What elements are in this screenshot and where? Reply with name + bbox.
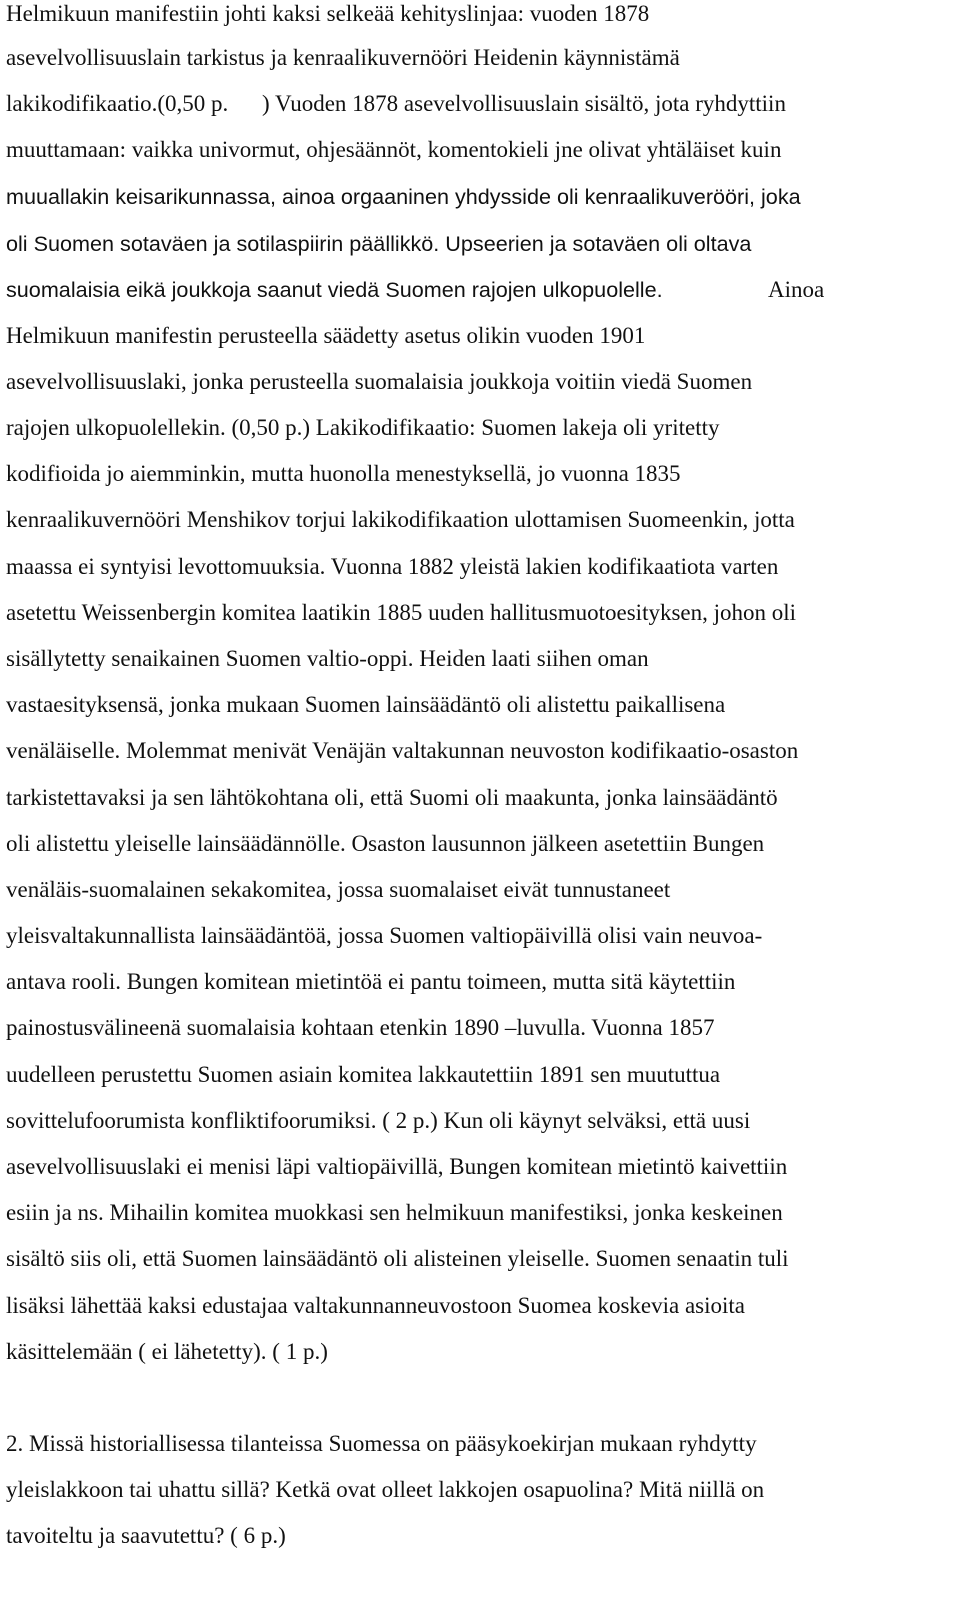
text-line: Helmikuun manifestiin johti kaksi selkeää kehityslinjaa: vuoden 1878 xyxy=(6,1,650,26)
text-line: rajojen ulkopuolellekin. (0,50 p.) Lakikodifikaatio: Suomen lakeja oli yritetty xyxy=(6,415,720,440)
text-line: asetettu Weissenbergin komitea laatikin 1885 uuden hallitusmuotoesityksen, johon oli xyxy=(6,600,797,625)
text-line: Ainoa xyxy=(768,277,825,302)
question-line: tavoiteltu ja saavutettu? ( 6 p.) xyxy=(6,1523,286,1548)
text-line: muuallakin keisarikunnassa, ainoa orgaaninen yhdysside oli kenraalikuveröö​ri, joka xyxy=(6,184,801,209)
text-line: käsittelemään ( ei lähetetty). ( 1 p.) xyxy=(6,1339,328,1364)
question-line: 2. Missä historiallisessa tilanteissa Suomessa on pääsykoekirjan mukaan ryhdytty xyxy=(6,1431,757,1456)
text-line: vastaesityksensä, jonka mukaan Suomen lainsäädäntö oli alistettu paikallisena xyxy=(6,692,726,717)
text-line: lakikodifikaatio.(0,50 p. xyxy=(6,91,229,116)
text-line: maassa ei syntyisi levottomuuksia. Vuonna 1882 yleistä lakien kodifikaatiota varten xyxy=(6,554,779,579)
text-line: muuttamaan: vaikka univormut, ohjesäännöt, komentokieli jne olivat yhtäläiset kuin xyxy=(6,137,782,162)
text-line: kodifioida jo aiemminkin, mutta huonolla menestyksellä, jo vuonna 1835 xyxy=(6,461,681,486)
text-line: esiin ja ns. Mihailin komitea muokkasi sen helmikuun manifestiksi, jonka keskeinen xyxy=(6,1200,783,1225)
text-line: sovittelufoorumista konfliktifoorumiksi. ( 2 p.) Kun oli käynyt selväksi, että uusi xyxy=(6,1108,751,1133)
text-line: painostusvälineenä suomalaisia kohtaan etenkin 1890 –luvulla. Vuonna 1857 xyxy=(6,1015,715,1040)
text-line: antava rooli. Bungen komitean mietintöä ei pantu toimeen, mutta sitä käytettiin xyxy=(6,969,736,994)
text-line: venäläiselle. Molemmat menivät Venäjän valtakunnan neuvoston kodifikaatio-osaston xyxy=(6,738,799,763)
text-line: tarkistettavaksi ja sen lähtökohtana oli, että Suomi oli maakunta, jonka lainsäädäntö xyxy=(6,785,778,810)
text-line: asevelvollisuuslaki ei menisi läpi valtiopäivillä, Bungen komitean mietintö kaivettiin xyxy=(6,1154,788,1179)
text-line: lisäksi lähettää kaksi edustajaa valtakunnanneuvostoon Suomea koskevia asioita xyxy=(6,1293,745,1318)
text-line: ) Vuoden 1878 asevelvollisuuslain sisältö, jota ryhdyttiin xyxy=(262,91,786,116)
text-line: uudelleen perustettu Suomen asiain komitea lakkautettiin 1891 sen muututtua xyxy=(6,1062,721,1087)
text-line: sisällytetty senaikainen Suomen valtio-oppi. Heiden laati siihen oman xyxy=(6,646,649,671)
text-line: suomalaisia eikä joukkoja saanut viedä Suomen rajojen ulkopuolelle. xyxy=(6,277,663,302)
text-line: sisältö siis oli, että Suomen lainsäädäntö oli alisteinen yleiselle. Suomen senaatin tuli xyxy=(6,1246,789,1271)
text-line: asevelvollisuuslain tarkistus ja kenraalikuvernööri Heidenin käynnistämä xyxy=(6,45,680,70)
text-line: oli alistettu yleiselle lainsäädännölle. Osaston lausunnon jälkeen asetettiin Bungen xyxy=(6,831,765,856)
text-line: Helmikuun manifestin perusteella säädetty asetus olikin vuoden 1901 xyxy=(6,323,646,348)
text-line: yleisvaltakunnallista lainsäädäntöä, jossa Suomen valtiopäivillä olisi vain neuvoa- xyxy=(6,923,763,948)
text-line: venäläis-suomalainen sekakomitea, jossa suomalaiset eivät tunnustaneet xyxy=(6,877,671,902)
question-line: yleislakkoon tai uhattu sillä? Ketkä ovat olleet lakkojen osapuolina? Mitä niillä on xyxy=(6,1477,765,1502)
text-line: kenraalikuvernööri Menshikov torjui lakikodifikaation ulottamisen Suomeenkin, jotta xyxy=(6,507,795,532)
text-line: asevelvollisuuslaki, jonka perusteella suomalaisia joukkoja voitiin viedä Suomen xyxy=(6,369,753,394)
text-line: oli Suomen sotaväen ja sotilaspiirin päällikkö. Upseerien ja sotaväen oli oltava xyxy=(6,231,752,256)
